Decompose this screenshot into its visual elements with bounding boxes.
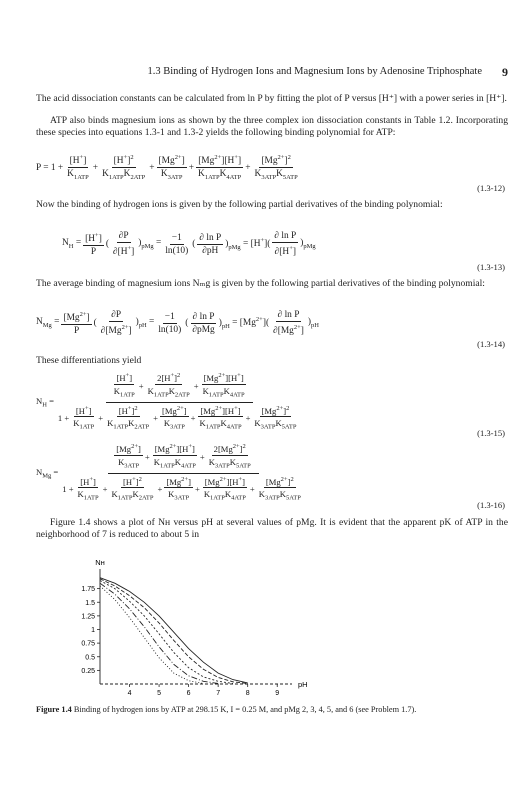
equation-binding-polynomial: P = 1 + $\frac{[H^+]}{K_{1ATP}}$ + $\frac{[H^+]^2}{K_{1ATP}K_{2ATP}}$ + $\frac{[Mg^{2+}]}{K_{3ATP}}$ + $\frac{[Mg^{2+}][H^+]}{K_{1ATP}K_{4ATP}}$ + $\frac{[Mg^{2+}]^2}{K_{3ATP}K_{5ATP}}$ [36,154,298,181]
paragraph-1: The acid dissociation constants can be calculated from ln P by fitting the plot of P versus [H⁺] with a power series in [H⁺]. [36,93,507,104]
equation-nh-result: $N_H$ = $\frac{[H^+]}{K_{1ATP}}$ + $\frac{2[H^+]^2}{K_{1ATP}K_{2ATP}}$ + $\frac{[Mg^{2+}][H^+]}{K_{1ATP}K_{4ATP}}$ 1 + $\frac{[H^+]}{K_{1ATP}}$ + $\frac{[H^+]^2}{K_{1ATP}K_{2ATP}}$ + $\frac{[Mg^{2+}]}{K_{3ATP}}$ + $\frac{[Mg^{2+}][H^+]}{K_{1ATP}K_{4ATP}}$ + $\frac{[Mg^{2+}]^2}{K_{3ATP}K_{5ATP}}$ [36,372,297,432]
figure-caption-label: Figure 1.4 [36,705,72,714]
equation-number: (1.3-14) [477,339,505,349]
equation-number: (1.3-16) [477,500,505,510]
series-line-5 [100,586,203,684]
paragraph-5: These differentiations yield [36,355,142,366]
x-tick-label: 5 [157,690,162,697]
equation-magnesium-binding: $N_{Mg}$ = $\frac{[Mg^{2+}]}{P}$ ( $\frac{\partial P}{\partial[Mg^{2+}]}$ )$_{pH}$ = $\frac{-1}{\ln(10)}$ ( $\frac{\text{∂ ln P}}{\text{∂pMg}}$ )$_{pH} = [Mg^{2+}]$ ( $\frac{\text{∂ ln P}}{\partial[Mg^{2+}]}$ )$_{pH}$ [36,310,319,337]
running-title: 1.3 Binding of Hydrogen Ions and Magnesium Ions by Adenosine Triphosphate [147,66,482,77]
paragraph-4: The average binding of magnesium ions Nₘg is given by the following partial derivatives of the binding polynomial: [36,278,485,289]
y-tick-label: 1.75 [81,586,95,594]
equation-number: (1.3-15) [477,428,505,438]
page-number: 9 [502,65,508,79]
x-axis-label: pH [298,680,308,689]
x-tick-label: 4 [127,690,132,697]
y-tick-label: 0.25 [81,667,95,675]
equation-number: (1.3-13) [477,262,505,272]
y-tick-label: 1.5 [85,599,95,607]
x-tick-label: 7 [216,690,221,697]
paragraph-3: Now the binding of hydrogen ions is given by the following partial derivatives of the binding polynomial: [36,199,443,210]
running-head [36,66,508,80]
series-line-4 [100,583,218,683]
series-line-2 [100,579,248,684]
y-tick-label: 0.5 [85,654,95,662]
x-tick-label: 9 [275,690,280,697]
y-tick-label: 1 [91,627,95,634]
paragraph-2: ATP also binds magnesium ions as shown by the three complex ion dissociation constants in Table 1.2. Incorporating these species into equations 1.3-1 and 1.3-2 yields the following binding polynomial for ATP: [36,115,508,138]
x-tick-label: 6 [186,690,191,697]
figure-plot [70,555,360,700]
series-line-1 [100,578,248,683]
plot-area [81,558,307,697]
paragraph-6: Figure 1.4 shows a plot of Nʜ versus pH at several values of pMg. It is evident that the apparent pK of ATP in the neighborhood of 7 is reduced to about 5 in [36,517,508,540]
equation-number: (1.3-12) [477,183,505,193]
y-axis-label: Nʜ [95,558,105,567]
equation-nmg-result: $N_{Mg}$ = $\frac{[Mg^{2+}]}{K_{3ATP}}$ + $\frac{[Mg^{2+}][H^+]}{K_{1ATP}K_{4ATP}}$ + $\frac{2[Mg^{2+}]^2}{K_{3ATP}K_{5ATP}}$ 1 + $\frac{[H^+]}{K_{1ATP}}$ + $\frac{[H^+]^2}{K_{1ATP}K_{2ATP}}$ + $\frac{[Mg^{2+}]}{K_{3ATP}}$ + $\frac{[Mg^{2+}][H^+]}{K_{1ATP}K_{4ATP}}$ + $\frac{[Mg^{2+}]^2}{K_{3ATP}K_{5ATP}}$ [36,443,301,503]
figure-caption-text: Binding of hydrogen ions by ATP at 298.15 K, I = 0.25 M, and pMg 2, 3, 4, 5, and 6 (see Problem 1.7). [73,705,417,714]
y-tick-label: 1.25 [81,613,95,621]
figure-caption [36,705,508,715]
equation-hydrogen-binding: $N_H$ = $\frac{[H^+]}{P}$ ( $\frac{\partial P}{\partial[H^+]}$ )$_{pMg}$ = $\frac{-1}{\ln(10)}$ ( $\frac{\text{∂ ln P}}{\partial pH}$ )$_{pMg} = [H^+]$ ( $\frac{\text{∂ ln P}}{\partial[H^+]}$ )$_{pMg}$ [62,231,316,258]
x-tick-label: 8 [245,690,250,697]
y-tick-label: 0.75 [81,640,95,648]
